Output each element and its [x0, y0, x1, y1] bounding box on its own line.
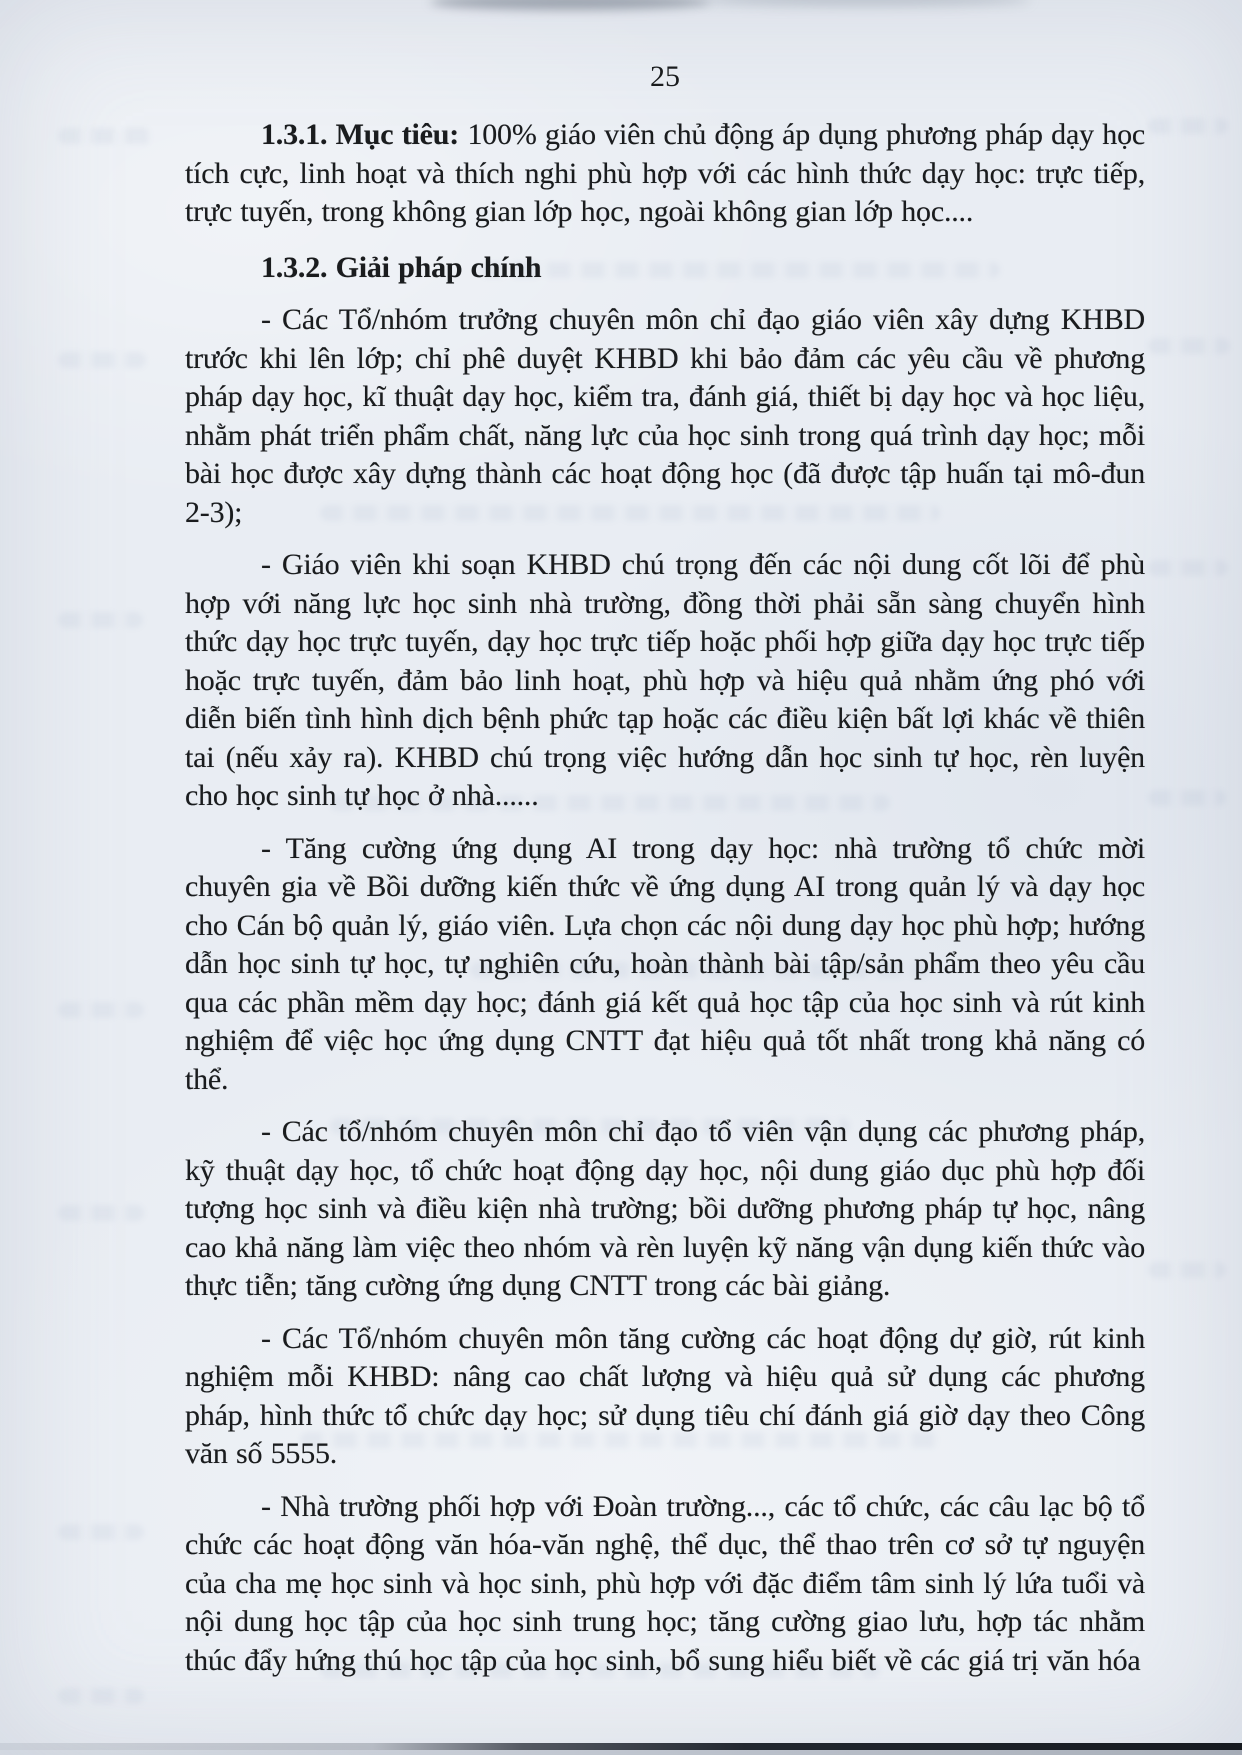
bullet-paragraph-6: - Nhà trường phối hợp với Đoàn trường..., các tổ chức, các câu lạc bộ tổ chức các hoạt động văn hóa-văn nghệ, thể dục, thể thao trên cơ sở tự nguyện của cha mẹ học sinh và học sinh, phù hợp với đặc điểm tâm sinh lý lứa tuổi và nội dung học tập của học sinh trung học; tăng cường giao lưu, hợp tác nhằm thúc đẩy hứng thú học tập của học sinh, bổ sung hiểu biết về các giá trị văn hóa: [185, 1489, 1145, 1677]
bleedthrough-artifact: [1148, 790, 1226, 806]
bleedthrough-artifact: [58, 352, 146, 368]
section-text-131: 100% giáo viên chủ động áp dụng phương pháp dạy học tích cực, linh hoạt và thích nghi phù hợp với các hình thức dạy học: trực tiếp, trực tuyến, trong không gian lớp học, ngoài không gian lớp học....: [185, 118, 1145, 228]
scanner-edge-line: [0, 1743, 1242, 1750]
bleedthrough-artifact: [1148, 1262, 1226, 1278]
scan-smudge-artifact: [700, 0, 1030, 6]
bleedthrough-artifact: [58, 612, 143, 628]
page-number: 25: [650, 60, 680, 93]
bullet-paragraph-1: - Các Tổ/nhóm trưởng chuyên môn chỉ đạo giáo viên xây dựng KHBD trước khi lên lớp; chỉ phê duyệt KHBD khi bảo đảm các yêu cầu về phương pháp dạy học, kĩ thuật dạy học, kiểm tra, đánh giá, thiết bị dạy học và học liệu, nhằm phát triển phẩm chất, năng lực của học sinh trong quá trình dạy học; mỗi bài học được xây dựng thành các hoạt động học (đã được tập huấn tại mô-đun 2-3);: [185, 303, 1145, 529]
bleedthrough-artifact: [58, 128, 153, 144]
bullet-paragraph-2: - Giáo viên khi soạn KHBD chú trọng đến các nội dung cốt lõi để phù hợp với năng lực học sinh nhà trường, đồng thời phải sẵn sàng chuyển hình thức dạy học trực tuyến, dạy học trực tiếp hoặc phối hợp giữa dạy học trực tiếp hoặc trực tuyến, đảm bảo linh hoạt, phù hợp và hiệu quả nhằm ứng phó với diễn biến tình hình dịch bệnh phức tạp hoặc các điều kiện bất lợi khác về thiên tai (nếu xảy ra). KHBD chú trọng việc hướng dẫn học sinh tự học, rèn luyện cho học sinh tự học ở nhà......: [185, 548, 1145, 812]
scan-smudge-artifact: [430, 0, 710, 10]
scanner-edge-line-soft: [0, 1750, 1242, 1755]
section-label-131: 1.3.1. Mục tiêu:: [261, 118, 460, 151]
bleedthrough-artifact: [1148, 118, 1228, 134]
bleedthrough-artifact: [58, 1524, 144, 1540]
bleedthrough-artifact: [1148, 338, 1230, 354]
document-body: [185, 116, 1145, 1694]
bullet-paragraph-3: - Tăng cường ứng dụng AI trong dạy học: nhà trường tổ chức mời chuyên gia về Bồi dưỡng kiến thức về ứng dụng AI trong quản lý và dạy học cho Cán bộ quản lý, giáo viên. Lựa chọn các nội dung dạy học phù hợp; hướng dẫn học sinh tự học, tự nghiên cứu, hoàn thành bài tập/sản phẩm theo yêu cầu qua các phần mềm dạy học; đánh giá kết quả học tập của học sinh và rút kinh nghiệm để việc học ứng dụng CNTT đạt hiệu quả tốt nhất trong khả năng có thể.: [185, 831, 1145, 1096]
bleedthrough-artifact: [58, 1688, 144, 1704]
bleedthrough-artifact: [1148, 560, 1228, 576]
bleedthrough-artifact: [58, 1002, 144, 1018]
paragraph-muc-tieu: [185, 116, 1145, 232]
bullet-paragraph-5: - Các Tổ/nhóm chuyên môn tăng cường các hoạt động dự giờ, rút kinh nghiệm mỗi KHBD: nâng cao chất lượng và hiệu quả sử dụng các phương pháp, hình thức tổ chức dạy học; sử dụng tiêu chí đánh giá giờ dạy theo Công văn số 5555.: [185, 1321, 1145, 1470]
bullet-paragraph-4: - Các tổ/nhóm chuyên môn chỉ đạo tổ viên vận dụng các phương pháp, kỹ thuật dạy học, tổ chức hoạt động dạy học, nội dung giáo dục phù hợp đối tượng học sinh và điều kiện nhà trường; bồi dưỡng phương pháp tự học, nâng cao khả năng làm việc theo nhóm và rèn luyện kỹ năng vận dụng kiến thức vào thực tiễn; tăng cường ứng dụng CNTT trong các bài giảng.: [185, 1115, 1145, 1302]
section-heading-132: 1.3.2. Giải pháp chính: [261, 250, 542, 284]
bleedthrough-artifact: [58, 1205, 144, 1221]
